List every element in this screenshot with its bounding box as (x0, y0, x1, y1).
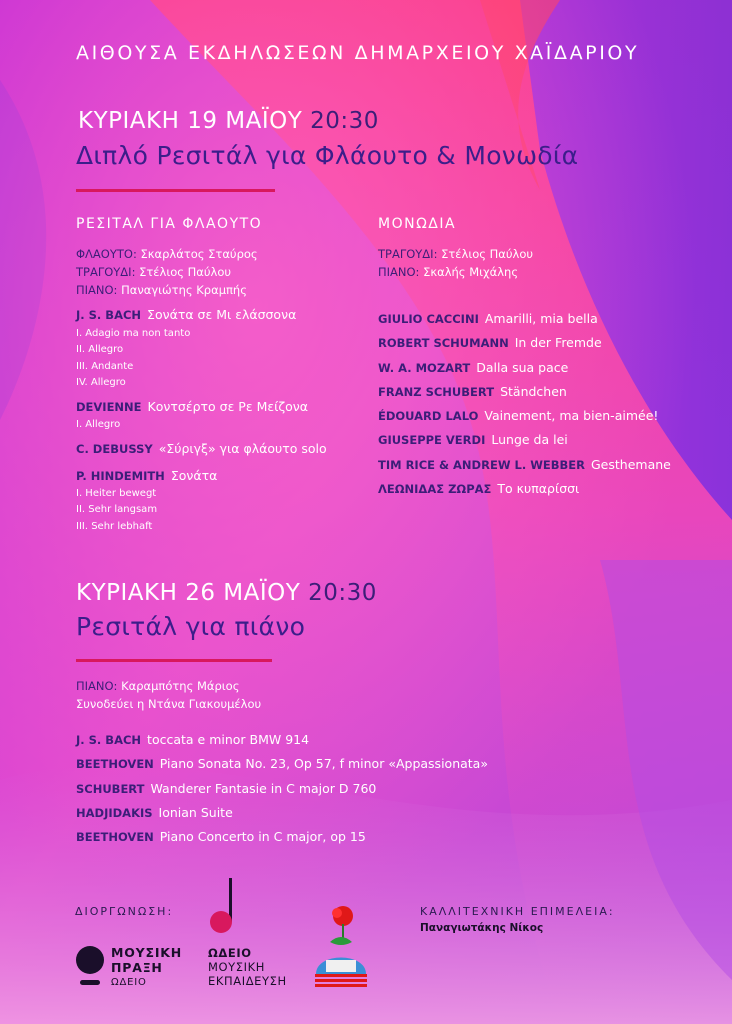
name-text: Στέλιος Παύλου (441, 247, 534, 261)
movements-text: I. Heiter bewegt (76, 488, 157, 499)
piece-text: Σονάτα σε Μι ελάσσονα (147, 307, 297, 322)
venue-heading: ΑΙΘΟΥΣΑ ΕΚΔΗΛΩΣΕΩΝ ΔΗΜΑΡΧΕΙΟΥ ΧΑΪΔΑΡΙΟΥ (76, 42, 640, 64)
name-text: Στέλιος Παύλου (139, 265, 232, 279)
movements-text: I. Allegro (76, 419, 121, 430)
piece-text: Wanderer Fantasie in C major D 760 (150, 780, 377, 796)
composer-text: ÉDOUARD LALO (378, 409, 479, 424)
program-item (76, 777, 488, 801)
music-note-icon (206, 878, 240, 938)
performer-line (76, 263, 258, 281)
carnation-emblem-icon (310, 904, 372, 988)
movements-text: I. Adagio ma non tanto (76, 328, 191, 339)
odeio-text (208, 946, 287, 988)
event1-time: 20:30 (310, 108, 379, 134)
event1-date (78, 108, 379, 134)
movements-text: III. Andante (76, 360, 134, 372)
name-text: Σκαλής Μιχάλης (423, 265, 519, 279)
program-item (76, 801, 488, 825)
composer-text: ΛΕΩΝΙΔΑΣ ΖΩΡΑΣ (378, 482, 492, 497)
program-item (76, 825, 488, 849)
event1-title: Διπλό Ρεσιτάλ για Φλάουτο & Μονωδία (76, 141, 579, 170)
role-text: ΤΡΑΓΟΥΔΙ: (76, 265, 136, 279)
composer-text: FRANZ SCHUBERT (378, 384, 495, 399)
piano-role-text: ΠΙΑΝΟ: (76, 679, 118, 693)
movements-text: IV. Allegro (76, 376, 126, 388)
composer-text: J. S. BACH (76, 308, 142, 322)
composer-text: SCHUBERT (76, 781, 145, 796)
logo-mark-icon (76, 944, 104, 988)
role-text: ΤΡΑΓΟΥΔΙ: (378, 247, 438, 261)
piece-text: Ständchen (500, 383, 567, 399)
event2-divider (76, 659, 272, 662)
piece-text: toccata e minor BMW 914 (147, 732, 310, 747)
piano-name-text: Καραμπότης Μάριος (121, 679, 240, 693)
composer-text: BEETHOVEN (76, 757, 154, 772)
municipality-logo (310, 904, 372, 992)
accompaniment-line: Συνοδεύει η Ντάνα Γιακουμέλου (76, 697, 262, 711)
line3-text: ΕΚΠΑΙΔΕΥΣΗ (208, 974, 287, 988)
program-item (378, 380, 671, 404)
piece-text: «Σύριγξ» για φλάουτο solo (158, 441, 327, 456)
line2-text: ΠΡΑΞΗ (111, 960, 163, 975)
composer-text: W. A. MOZART (378, 360, 471, 375)
composer-text: J. S. BACH (76, 733, 142, 747)
piece-text: In der Fremde (514, 335, 602, 351)
piece-text: Gesthemane (591, 456, 671, 472)
piece-text: Lunge da lei (491, 432, 568, 448)
event1-divider (76, 189, 275, 192)
piece-text: Ionian Suite (158, 804, 233, 820)
piece-text: Piano Sonata No. 23, Op 57, f minor «Appassionata» (159, 756, 488, 772)
name-text: Σκαρλάτος Σταύρος (140, 247, 258, 261)
event2-day: ΚΥΡΙΑΚΗ 26 ΜΑΪΟΥ (76, 580, 301, 606)
piano-program (76, 728, 488, 849)
piece-text: Κοντσέρτο σε Ρε Μείζονα (147, 399, 309, 414)
organizer-label: ΔΙΟΡΓΩΝΩΣΗ: (75, 905, 174, 918)
event2-title: Ρεσιτάλ για πιάνο (76, 612, 306, 641)
performer-line (378, 263, 533, 281)
program-item (378, 453, 671, 477)
composer-text: TIM RICE & ANDREW L. WEBBER (378, 457, 585, 472)
odeio-logo (206, 878, 240, 942)
piece-text: Vainement, ma bien-aimée! (484, 408, 659, 424)
mousiki-praxi-logo (76, 944, 104, 992)
role-text: ΠΙΑΝΟ: (76, 283, 118, 297)
artistic-label: ΚΑΛΛΙΤΕΧΝΙΚΗ ΕΠΙΜΕΛΕΙΑ: (420, 905, 615, 918)
program-item (378, 307, 671, 331)
piece-text: Σονάτα (170, 468, 218, 483)
flute-performers (76, 245, 258, 299)
program-item (378, 404, 671, 428)
composer-text: BEETHOVEN (76, 830, 154, 845)
mousiki-praxi-text (111, 945, 182, 990)
program-item (76, 468, 217, 483)
name-text: Παναγιώτης Κραμπής (121, 283, 247, 297)
role-text: ΦΛΑΟΥΤΟ: (76, 247, 137, 261)
event2-time: 20:30 (308, 580, 377, 606)
composer-text: P. HINDEMITH (76, 469, 165, 483)
composer-text: GIUSEPPE VERDI (378, 433, 486, 448)
movement-list (76, 417, 120, 433)
program-item (76, 728, 488, 752)
piano-performers (76, 677, 261, 713)
flute-section-heading: ΡΕΣΙΤΑΛ ΓΙΑ ΦΛΑΟΥΤΟ (76, 216, 263, 232)
piece-text: Το κυπαρίσσι (497, 481, 580, 497)
piece-text: Dalla sua pace (476, 359, 569, 375)
program-item (378, 477, 671, 501)
performer-line (76, 677, 261, 695)
performer-line (76, 281, 258, 299)
line3-text: ΩΔΕΙΟ (111, 977, 147, 988)
program-item (378, 331, 671, 355)
piece-text: Piano Concerto in C major, op 15 (159, 829, 366, 845)
composer-text: HADJIDAKIS (76, 805, 153, 820)
program-item (378, 428, 671, 452)
movements-text: II. Sehr langsam (76, 504, 158, 516)
voice-section-heading: ΜΟΝΩΔΙΑ (378, 216, 457, 232)
event2-date (76, 580, 377, 606)
composer-text: GIULIO CACCINI (378, 312, 479, 326)
voice-performers (378, 245, 533, 281)
artistic-name: Παναγιωτάκης Νίκος (420, 922, 544, 934)
program-item (76, 307, 296, 322)
role-text: ΠΙΑΝΟ: (378, 265, 420, 279)
voice-program (378, 307, 671, 501)
piece-text: Amarilli, mia bella (484, 311, 598, 326)
program-item (76, 399, 308, 414)
performer-line (378, 245, 533, 263)
composer-text: DEVIENNE (76, 400, 142, 414)
movement-list (76, 326, 190, 391)
line1-text: ΩΔΕΙΟ (208, 946, 252, 960)
line2-text: ΜΟΥΣΙΚΗ (208, 960, 266, 974)
program-item (378, 356, 671, 380)
line1-text: ΜΟΥΣΙΚΗ (111, 945, 183, 960)
movements-text: II. Allegro (76, 344, 124, 356)
movement-list (76, 486, 157, 535)
composer-text: C. DEBUSSY (76, 442, 153, 456)
composer-text: ROBERT SCHUMANN (378, 336, 509, 351)
event1-day: ΚΥΡΙΑΚΗ 19 ΜΑΪΟΥ (78, 108, 303, 134)
performer-line (76, 245, 258, 263)
program-item (76, 752, 488, 776)
movements-text: III. Sehr lebhaft (76, 520, 153, 532)
program-item (76, 441, 327, 456)
